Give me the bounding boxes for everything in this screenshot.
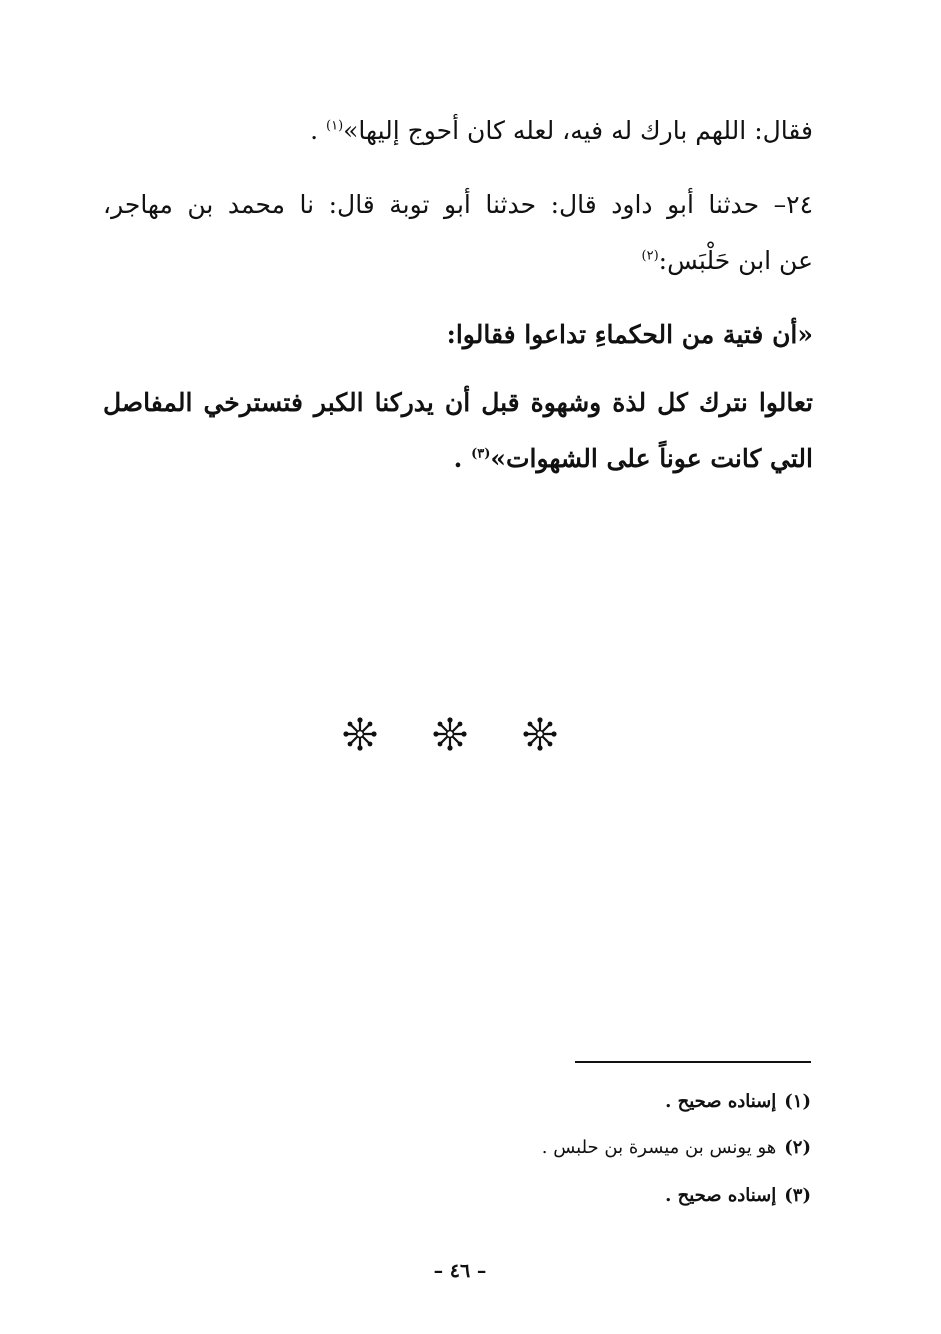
- text-line-3-content: عن ابن حَلْبَس:: [658, 246, 813, 275]
- text-line-6: [454, 442, 813, 476]
- asterisk-flower-icon: [520, 714, 560, 754]
- footnote-ref-3: (٣): [471, 446, 491, 462]
- text-line-4: [447, 318, 813, 352]
- text-line-5: [103, 386, 813, 420]
- text-line-1: [310, 114, 813, 148]
- footnote-2-number: (٢): [784, 1137, 811, 1158]
- footnote-1: [665, 1089, 811, 1115]
- text-line-6-tail: .: [453, 444, 472, 473]
- footnote-3-text: إسناده صحيح .: [665, 1185, 777, 1206]
- text-line-6-content: التي كانت عوناً على الشهوات»: [490, 444, 813, 473]
- text-line-5-content: تعالوا نترك كل لذة وشهوة قبل أن يدركنا الكبر فتسترخي المفاصل: [103, 388, 813, 417]
- footnote-ref-1: (١): [326, 118, 344, 134]
- text-line-1-tail: .: [310, 116, 326, 145]
- text-line-4-content: «أن فتية من الحكماءِ تداعوا فقالوا:: [446, 320, 813, 349]
- footnote-2: [542, 1135, 811, 1161]
- footnote-separator: [575, 1061, 811, 1063]
- text-line-2-content: ٢٤– حدثنا أبو داود قال: حدثنا أبو توبة قال: نا محمد بن مهاجر،: [103, 190, 813, 219]
- footnote-3-number: (٣): [784, 1185, 811, 1206]
- text-line-2: [103, 188, 813, 222]
- text-line-1-content: فقال: اللهم بارك له فيه، لعله كان أحوج إليها»: [343, 116, 813, 145]
- asterisk-flower-icon: [430, 714, 470, 754]
- footnote-2-text: هو يونس بن ميسرة بن حلبس .: [541, 1137, 777, 1158]
- footnote-3: [665, 1183, 811, 1209]
- text-line-3: [642, 244, 814, 278]
- asterisk-flower-icon: [340, 714, 380, 754]
- footnote-1-number: (١): [784, 1091, 811, 1112]
- page-number: – ٤٦ –: [433, 1260, 487, 1282]
- footnote-ref-2: (٢): [641, 248, 659, 264]
- footnote-1-text: إسناده صحيح .: [665, 1091, 777, 1112]
- section-divider: [340, 712, 560, 756]
